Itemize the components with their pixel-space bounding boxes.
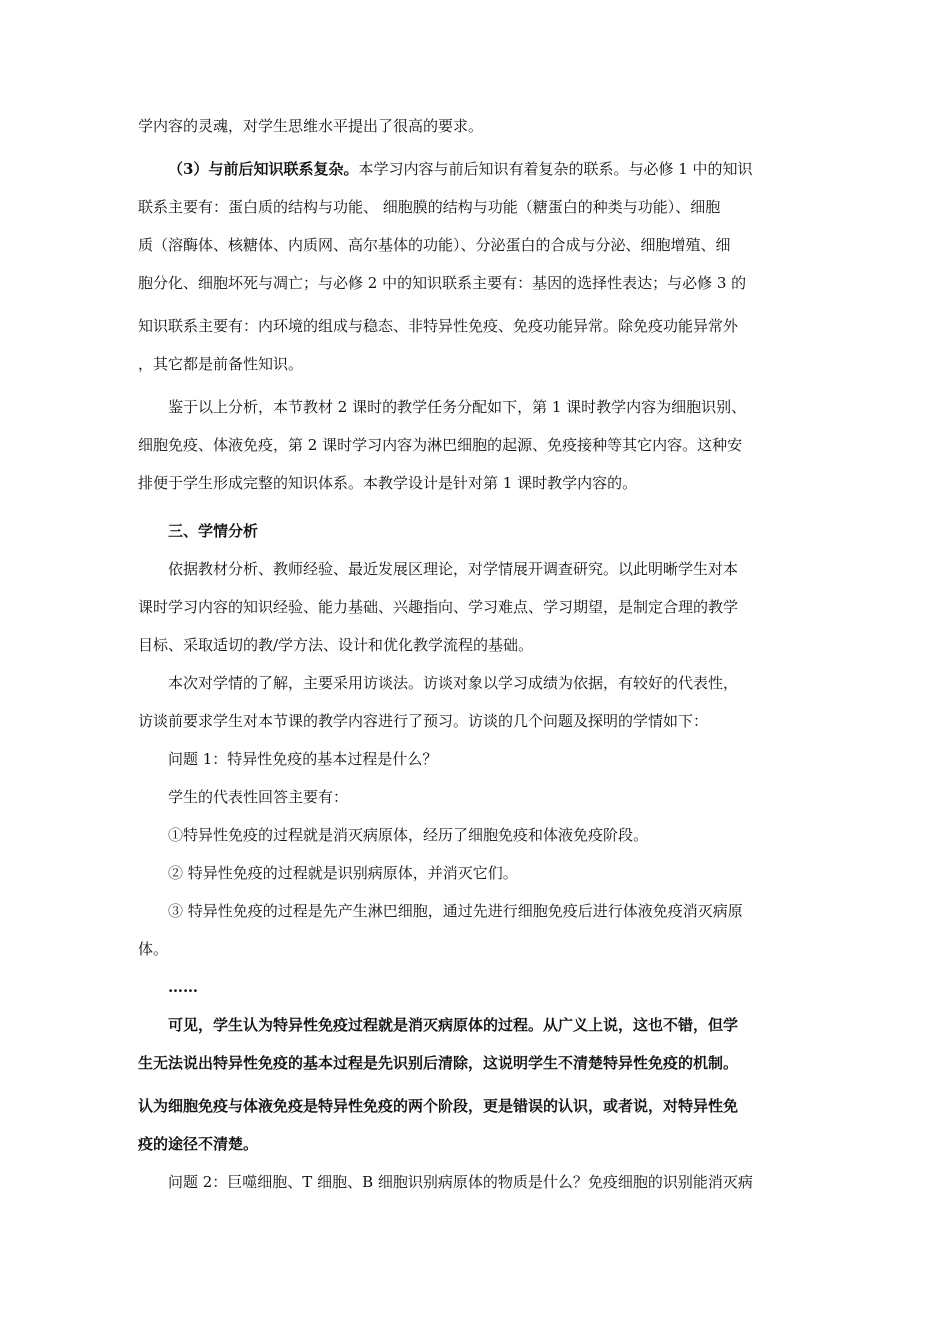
conclusion-line: 生无法说出特异性免疫的基本过程是先识别后清除，这说明学生不清楚特异性免疫的机制。 [138, 1054, 739, 1072]
answer-2: ② 特异性免疫的过程就是识别病原体，并消灭它们。 [168, 864, 518, 882]
conclusion-line: 可见，学生认为特异性免疫过程就是消灭病原体的过程。从广义上说，这也不错，但学 [168, 1016, 739, 1034]
paragraph-line: 联系主要有：蛋白质的结构与功能、 细胞膜的结构与功能（糖蛋白的种类与功能）、细胞 [138, 198, 721, 216]
conclusion-line: 疫的途径不清楚。 [138, 1135, 259, 1153]
paragraph-line: 依据教材分析、教师经验、最近发展区理论，对学情展开调查研究。以此明晰学生对本 [168, 560, 739, 578]
question-1: 问题 1：特异性免疫的基本过程是什么？ [168, 750, 438, 768]
paragraph-line: 本次对学情的了解，主要采用访谈法。访谈对象以学习成绩为依据，有较好的代表性， [168, 674, 739, 692]
answers-intro: 学生的代表性回答主要有： [168, 788, 349, 806]
paragraph-line: 目标、采取适切的教/学方法、设计和优化教学流程的基础。 [138, 636, 534, 654]
paragraph-line [168, 159, 753, 179]
subheading-knowledge-links: （3）与前后知识联系复杂。 [168, 160, 359, 178]
paragraph-line: 质（溶酶体、核糖体、内质网、高尔基体的功能）、分泌蛋白的合成与分泌、细胞增殖、细 [138, 236, 731, 254]
answer-1: ①特异性免疫的过程就是消灭病原体，经历了细胞免疫和体液免疫阶段。 [168, 826, 649, 844]
paragraph-line: 知识联系主要有：内环境的组成与稳态、非特异性免疫、免疫功能异常。除免疫功能异常外 [138, 317, 739, 335]
answer-3: ③ 特异性免疫的过程是先产生淋巴细胞，通过先进行细胞免疫后进行体液免疫消灭病原 [168, 902, 743, 920]
section-heading: 三、学情分析 [168, 522, 259, 540]
paragraph-line: 胞分化、细胞坏死与凋亡；与必修 2 中的知识联系主要有：基因的选择性表达；与必修 3 的 [138, 274, 747, 292]
paragraph-text: 本学习内容与前后知识有着复杂的联系。与必修 1 中的知识 [358, 160, 753, 178]
paragraph-line: 排便于学生形成完整的知识体系。本教学设计是针对第 1 课时教学内容的。 [138, 474, 638, 492]
paragraph-line: 访谈前要求学生对本节课的教学内容进行了预习。访谈的几个问题及探明的学情如下： [138, 712, 709, 730]
conclusion-line: 认为细胞免疫与体液免疫是特异性免疫的两个阶段，更是错误的认识，或者说，对特异性免 [138, 1097, 739, 1115]
question-2: 问题 2：巨噬细胞、T 细胞、B 细胞识别病原体的物质是什么？免疫细胞的识别能消灭病 [168, 1173, 753, 1191]
paragraph-line: ，其它都是前备性知识。 [138, 355, 304, 373]
ellipsis: …… [168, 978, 198, 996]
paragraph-line: 鉴于以上分析，本节教材 2 课时的教学任务分配如下，第 1 课时教学内容为细胞识别、 [168, 398, 747, 416]
answer-3-continued: 体。 [138, 940, 169, 958]
paragraph-line: 学内容的灵魂，对学生思维水平提出了很高的要求。 [138, 117, 484, 135]
paragraph-line: 细胞免疫、体液免疫，第 2 课时学习内容为淋巴细胞的起源、免疫接种等其它内容。这种安 [138, 436, 743, 454]
paragraph-line: 课时学习内容的知识经验、能力基础、兴趣指向、学习难点、学习期望，是制定合理的教学 [138, 598, 739, 616]
